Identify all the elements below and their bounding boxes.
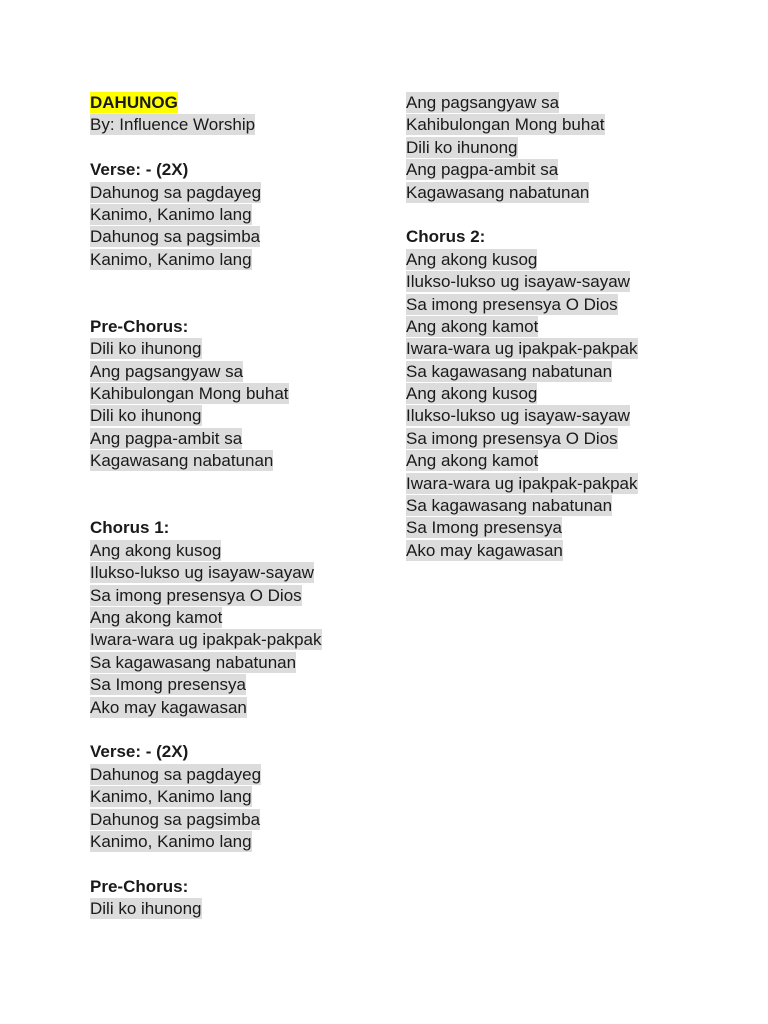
verse-1-line: Kanimo, Kanimo lang xyxy=(90,249,252,269)
chorus-2-line: Ilukso-lukso ug isayaw-sayaw xyxy=(406,272,630,292)
chorus-1-line: Sa kagawasang nabatunan xyxy=(90,652,297,672)
verse-2-line: Kanimo, Kanimo lang xyxy=(90,787,252,807)
verse-2-line: Kanimo, Kanimo lang xyxy=(90,831,252,851)
pre-chorus-1-line: Ang pagpa-ambit sa xyxy=(90,428,243,448)
pre-chorus-continued-line: Dili ko ihunong xyxy=(406,137,518,157)
verse-2-line: Dahunog sa pagsimba xyxy=(90,809,261,829)
pre-chorus-continued-line: Ang pagsangyaw sa xyxy=(406,93,560,112)
chorus-2-line: Ang akong kamot xyxy=(406,451,539,471)
chorus-2-line: Sa imong presensya O Dios xyxy=(406,294,618,314)
chorus-2-line: Sa Imong presensya xyxy=(406,518,562,538)
chorus-1-line: Ang akong kamot xyxy=(90,608,223,628)
pre-chorus-1-line: Dili ko ihunong xyxy=(90,406,202,426)
chorus-1-heading: Chorus 1: xyxy=(90,518,170,538)
pre-chorus-1-line: Kahibulongan Mong buhat xyxy=(90,384,289,404)
chorus-2-line: Ako may kagawasan xyxy=(406,540,563,560)
chorus-2-line: Iwara-wara ug ipakpak-pakpak xyxy=(406,339,638,359)
pre-chorus-continued-line: Ang pagpa-ambit sa xyxy=(406,160,559,180)
pre-chorus-1-line: Dili ko ihunong xyxy=(90,339,202,359)
verse-1-line: Kanimo, Kanimo lang xyxy=(90,204,252,224)
chorus-2-line: Iwara-wara ug ipakpak-pakpak xyxy=(406,473,638,493)
chorus-2-line: Sa kagawasang nabatunan xyxy=(406,496,613,516)
verse-2-heading: Verse: - (2X) xyxy=(90,742,189,762)
chorus-1-line: Iwara-wara ug ipakpak-pakpak xyxy=(90,630,322,650)
chorus-2-line: Ilukso-lukso ug isayaw-sayaw xyxy=(406,406,630,426)
chorus-1-line: Sa Imong presensya xyxy=(90,675,246,695)
verse-1-heading: Verse: - (2X) xyxy=(90,160,189,180)
verse-1-line: Dahunog sa pagdayeg xyxy=(90,182,262,202)
chorus-1-line: Sa imong presensya O Dios xyxy=(90,585,302,605)
verse-2-line: Dahunog sa pagdayeg xyxy=(90,764,262,784)
verse-1-line: Dahunog sa pagsimba xyxy=(90,227,261,247)
song-title: DAHUNOG xyxy=(90,93,178,112)
pre-chorus-continued-line: Kahibulongan Mong buhat xyxy=(406,115,605,135)
chorus-2-line: Ang akong kusog xyxy=(406,384,538,404)
pre-chorus-1-line: Kagawasang nabatunan xyxy=(90,451,274,471)
chorus-2-line: Sa imong presensya O Dios xyxy=(406,428,618,448)
pre-chorus-2-line: Dili ko ihunong xyxy=(90,899,202,919)
chorus-1-line: Ako may kagawasan xyxy=(90,697,247,717)
chorus-2-line: Ang akong kusog xyxy=(406,249,538,269)
chorus-1-line: Ilukso-lukso ug isayaw-sayaw xyxy=(90,563,314,583)
pre-chorus-1-heading: Pre-Chorus: xyxy=(90,316,189,336)
left-column xyxy=(90,92,390,920)
chorus-2-line: Ang akong kamot xyxy=(406,316,539,336)
right-column xyxy=(406,92,706,562)
chorus-1-line: Ang akong kusog xyxy=(90,540,222,560)
pre-chorus-2-heading: Pre-Chorus: xyxy=(90,876,189,896)
chorus-2-line: Sa kagawasang nabatunan xyxy=(406,361,613,381)
pre-chorus-continued-line: Kagawasang nabatunan xyxy=(406,182,590,202)
byline: By: Influence Worship xyxy=(90,115,256,135)
pre-chorus-1-line: Ang pagsangyaw sa xyxy=(90,361,244,381)
chorus-2-heading: Chorus 2: xyxy=(406,227,486,247)
